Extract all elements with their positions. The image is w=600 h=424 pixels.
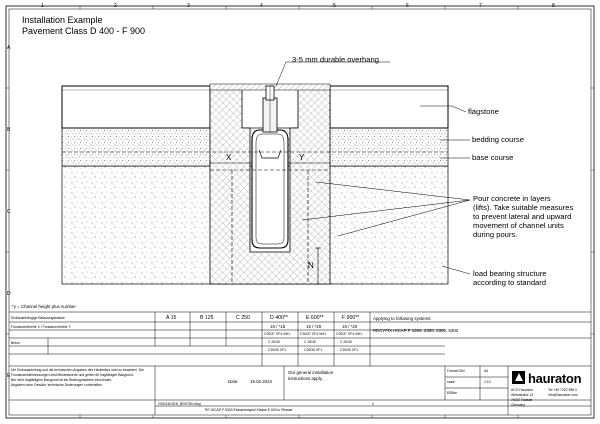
footer-title: RF-HICAP-F 5300 Einbaubeispiel Klasse E 600 in Pflaster <box>205 408 293 412</box>
sheet-number: 4 <box>372 402 374 406</box>
border-letter-e: E <box>7 373 11 379</box>
footnote: *y = Channel height plus number <box>12 304 76 309</box>
label-n: N <box>308 261 314 270</box>
class-a15: A 15 <box>166 315 177 321</box>
format-value: A4 <box>484 369 489 373</box>
company-line-3: 76437 Rastatt <box>511 398 533 402</box>
applying-label: Applying to following systems: <box>373 316 432 321</box>
xy-f900: 15 / *20 <box>342 324 358 329</box>
contact-line-2: info@hauraton.com <box>548 393 578 397</box>
border-number-3: 3 <box>187 3 190 9</box>
class-d400: D 400** <box>270 315 288 321</box>
company-line-1: ACO Hauraton <box>511 388 534 392</box>
annotation-load-2: according to standard <box>473 278 547 287</box>
scale-label: scale <box>447 380 455 384</box>
format-label: Format DIN <box>447 369 465 373</box>
border-number-8: 8 <box>552 3 555 9</box>
annotation-base-course: base course <box>472 153 514 162</box>
annotation-load-1: load bearing structure <box>473 269 547 278</box>
class-c250: C 250 <box>236 315 250 321</box>
annotation-pour-2: (lifts). Take suitable measures <box>473 203 574 212</box>
border-letter-b: B <box>7 127 11 133</box>
border-number-7: 7 <box>479 3 482 9</box>
flagstone-left <box>62 86 210 128</box>
label-x: X <box>226 153 232 162</box>
date-value: 15.02.2024 <box>250 379 272 384</box>
annotation-pour-3: to prevent lateral and upward <box>473 212 572 221</box>
company-line-2: Werkstraße 13 <box>511 393 534 397</box>
label-y: Y <box>299 153 305 162</box>
xc-e600: C30/37 XF4 XM1 <box>300 332 327 336</box>
title-line-1: Installation Example <box>22 15 103 25</box>
exp-d400: C25/30 XF1 <box>268 348 287 352</box>
exp-f900: C25/30 XF1 <box>340 348 359 352</box>
drawing-number: 200014E2KD_BRITISH.dwg <box>158 402 201 406</box>
xc-f900: C30/37 XF4 XM1 <box>336 332 363 336</box>
annotation-pour-5: during pours. <box>473 230 518 239</box>
border-number-1: 1 <box>41 3 44 9</box>
note-line-2: Fundamentabmessungen sind Mindestwerte und gelten für tragfähigen Baugrund. <box>11 373 134 377</box>
flagstone-right <box>330 86 448 128</box>
hauraton-logo-text: hauraton <box>528 371 582 386</box>
title-block-grid <box>9 312 591 415</box>
row-label-xy: Fundamentbreite X / Fundamenthöhe Y <box>11 325 71 329</box>
row-label-concrete: Beton <box>11 341 20 345</box>
scale-value: 1:10 <box>484 380 491 384</box>
row-label-class: Einbauabhängige Belastungsklasse <box>11 316 65 320</box>
note-line-1: Die Einbauanleitung und die technischen Angaben des Herstellers sind zu beachten. Die <box>11 368 144 372</box>
exp-e600: C25/30 XF1 <box>304 348 323 352</box>
xy-e600: 15 / *20 <box>306 324 322 329</box>
systems-list: RECYFIX HICAP F 1300, 2300, 3300, 5300 <box>373 328 459 333</box>
hauraton-logo-icon <box>512 371 525 384</box>
border-letter-c: C <box>7 209 11 215</box>
note-line-3: Bei nicht tragfähigem Baugrund ist ein Bodengutachten einzuholen. <box>11 378 113 382</box>
xc-d400: C30/37 XF4 XM1 <box>264 332 291 336</box>
annotation-pour-4: movement of channel units <box>473 221 564 230</box>
annotation-overhang: 3-5 mm durable overhang <box>292 55 379 64</box>
concrete-f900: C 25/30 <box>340 340 352 344</box>
border-number-4: 4 <box>260 3 263 9</box>
company-line-4: Germany <box>511 403 525 407</box>
annotation-flagstone: flagstone <box>468 107 499 116</box>
class-e600: E 600** <box>306 315 324 321</box>
note-line-4: Angaben ohne Gewähr, technische Änderungen vorbehalten. <box>11 383 103 387</box>
class-b125: B 125 <box>200 315 214 321</box>
border-number-2: 2 <box>114 3 117 9</box>
concrete-d400: C 25/30 <box>268 340 280 344</box>
drawn-by: EB/lbe <box>447 391 457 395</box>
annotation-pour-1: Pour concrete in layers <box>473 194 551 203</box>
concrete-e600: C 25/30 <box>304 340 316 344</box>
date-label: Date: <box>228 379 239 384</box>
info-line-2: instructions apply. <box>288 376 323 381</box>
annotation-bedding-course: bedding course <box>472 135 524 144</box>
border-number-5: 5 <box>333 3 336 9</box>
border-letter-d: D <box>7 291 11 297</box>
xy-d400: 15 / *15 <box>270 324 286 329</box>
class-f900: F 900** <box>342 315 360 321</box>
title-line-2: Pavement Class D 400 - F 900 <box>22 26 146 36</box>
border-number-6: 6 <box>406 3 409 9</box>
info-line-1: Our general installation <box>288 370 334 375</box>
border-letter-a: A <box>7 45 11 51</box>
channel-unit <box>252 130 288 248</box>
contact-line-1: Tel +49 7222 958 0 <box>548 388 577 392</box>
